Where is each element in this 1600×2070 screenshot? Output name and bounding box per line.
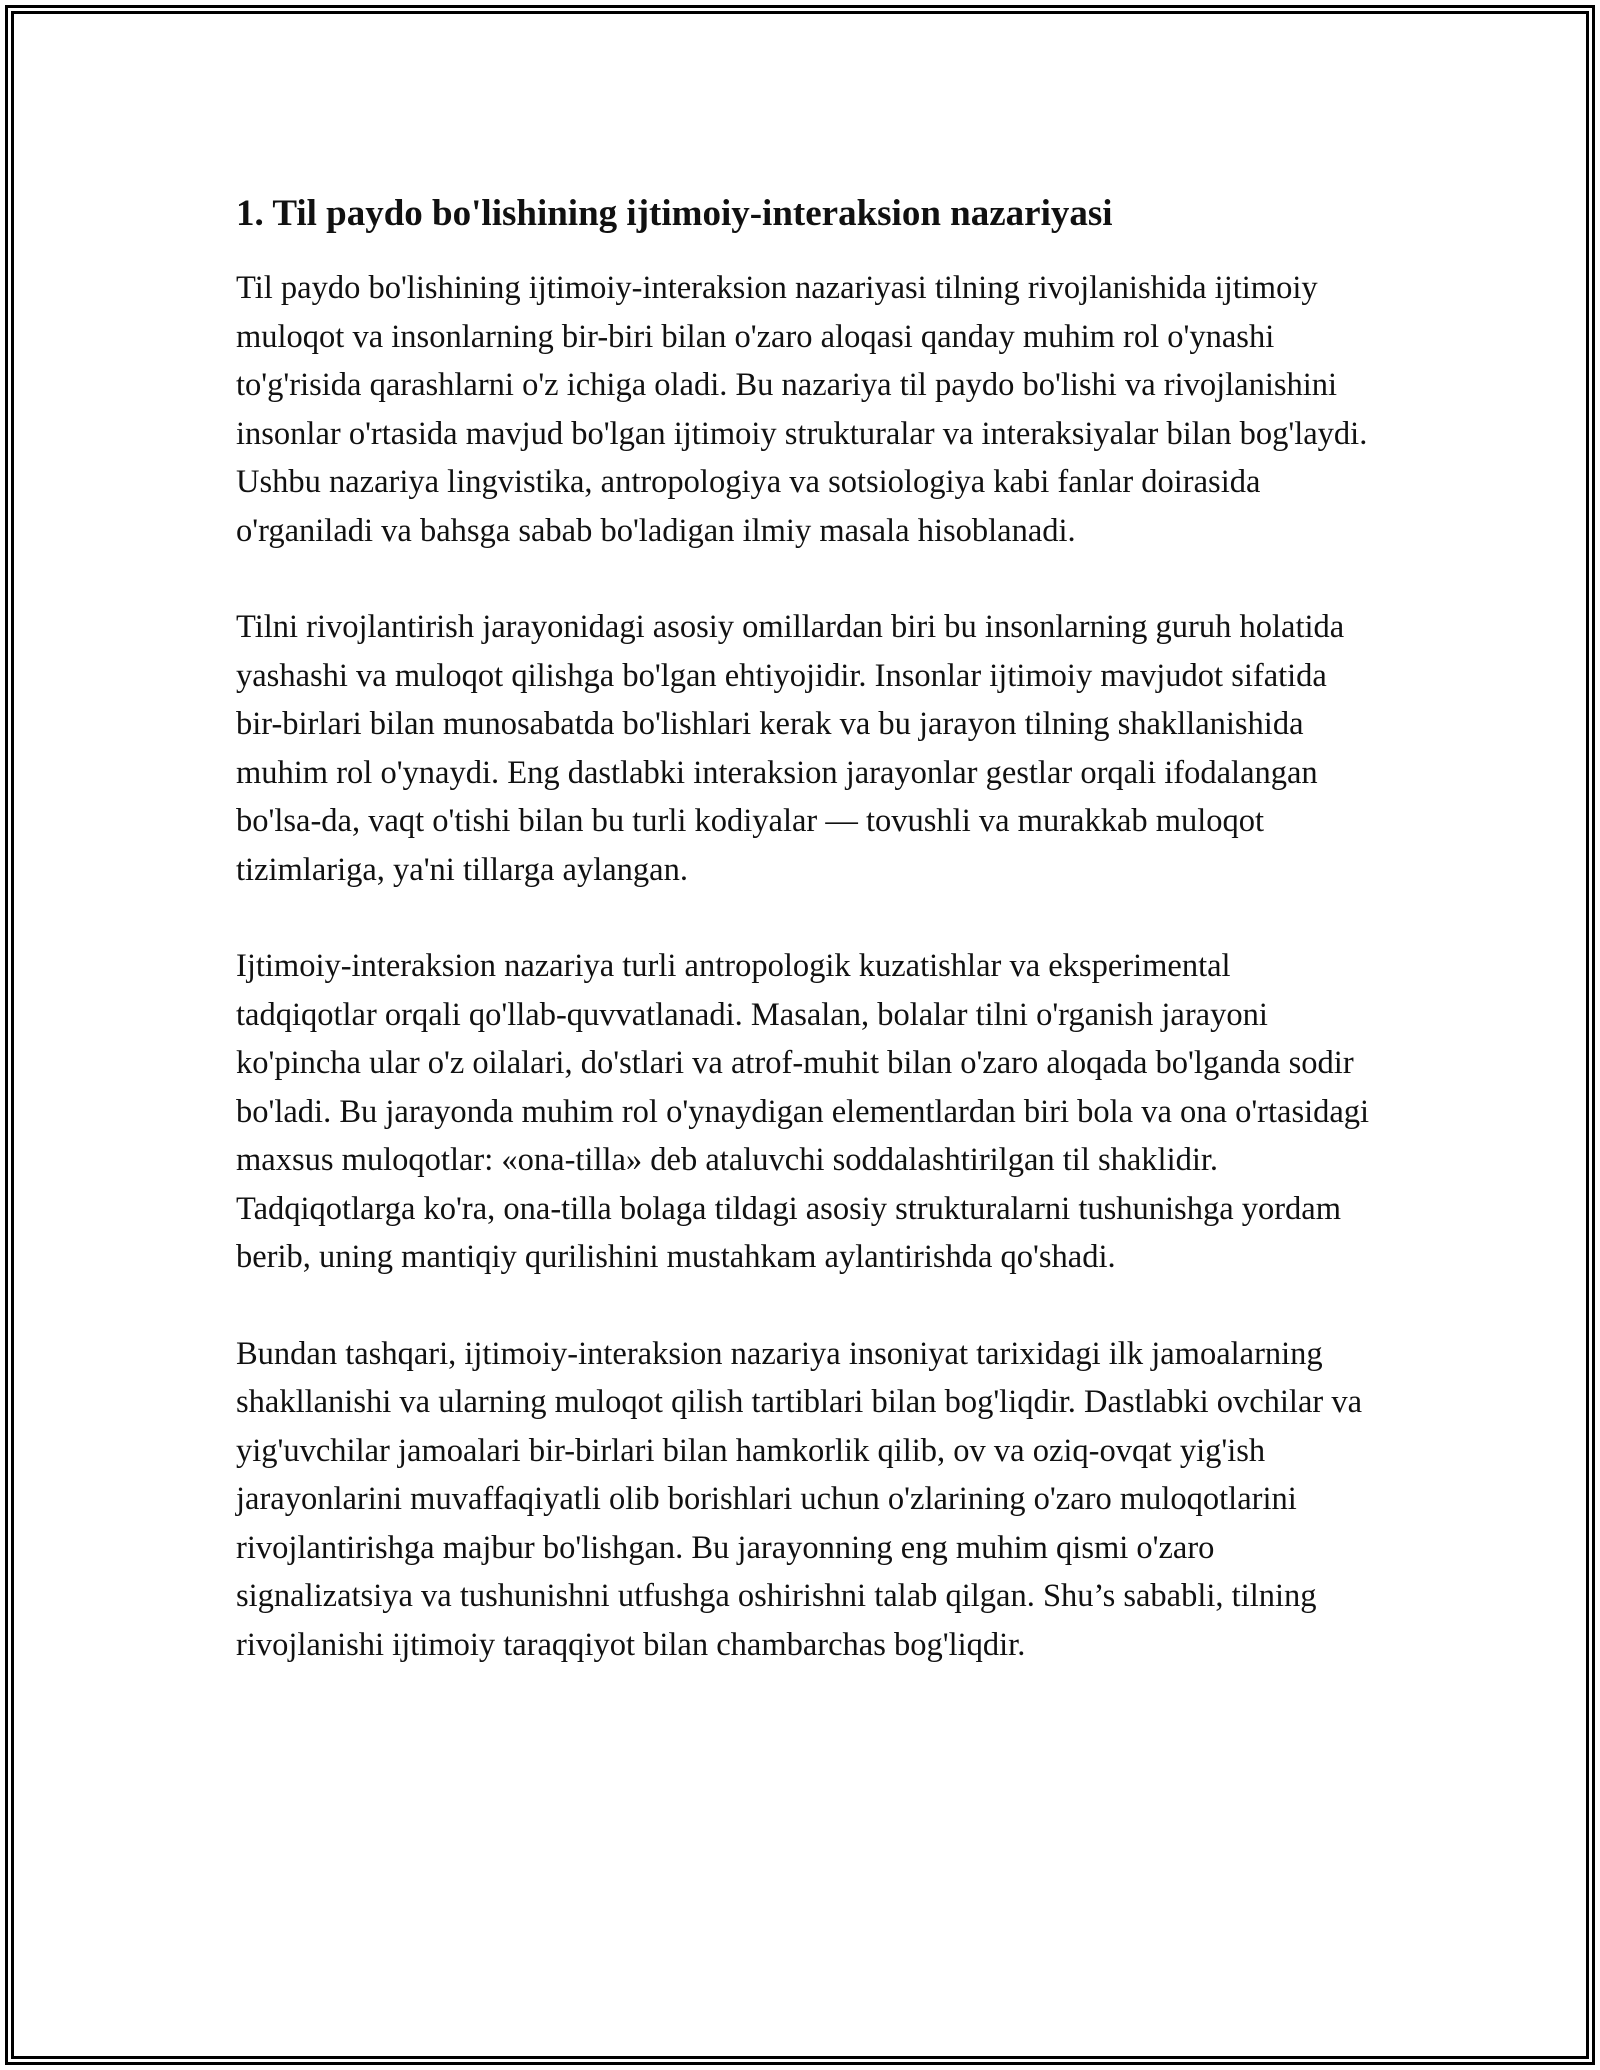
paragraph: Til paydo bo'lishining ijtimoiy-interaksion nazariyasi tilning rivojlanishida ijtimoiy muloqot va insonlarning bir-biri bilan o'zaro aloqasi qanday muhim rol o'ynashi to'g'risida qarashlarni o'z ichiga oladi. Bu nazariya til paydo bo'lishi va rivojlanishini insonlar o'rtasida mavjud bo'lgan ijtimoiy strukturalar va interaksiyalar bilan bog'laydi. Ushbu nazariya lingvistika, antropologiya va sotsiologiya kabi fanlar doirasida o'rganiladi va bahsga sabab bo'ladigan ilmiy masala hisoblanadi. (236, 270, 1368, 549)
paragraph: Tilni rivojlantirish jarayonidagi asosiy omillardan biri bu insonlarning guruh holatida yashashi va muloqot qilishga bo'lgan ehtiyojidir. Insonlar ijtimoiy mavjudot sifatida bir-birlari bilan munosabatda bo'lishlari kerak va bu jarayon tilning shakllanishida muhim rol o'ynaydi. Eng dastlabki interaksion jarayonlar gestlar orqali ifodalangan bo'lsa-da, vaqt o'tishi bilan bu turli kodiyalar — tovushli va murakkab muloqot tizimlariga, ya'ni tillarga aylangan. (236, 609, 1345, 888)
paragraph: Ijtimoiy-interaksion nazariya turli antropologik kuzatishlar va eksperimental tadqiqotlar orqali qo'llab-quvvatlanadi. Masalan, bolalar tilni o'rganish jarayoni ko'pincha ular o'z oilalari, do'stlari va atrof-muhit bilan o'zaro aloqada bo'lganda sodir bo'ladi. Bu jarayonda muhim rol o'ynaydigan elementlardan biri bola va ona o'rtasidagi maxsus muloqotlar: «ona-tilla» deb ataluvchi soddalashtirilgan til shaklidir. Tadqiqotlarga ko'ra, ona-tilla bolaga tildagi asosiy strukturalarni tushunishga yordam berib, uning mantiqiy qurilishini mustahkam aylantirishda qo'shadi. (236, 948, 1370, 1275)
document-body (236, 186, 1371, 1669)
section-title: 1. Til paydo bo'lishining ijtimoiy-interaksion nazariyasi (236, 193, 1113, 234)
paragraph: Bundan tashqari, ijtimoiy-interaksion nazariya insoniyat tarixidagi ilk jamoalarning shakllanishi va ularning muloqot qilish tartiblari bilan bog'liqdir. Dastlabki ovchilar va yig'uvchilar jamoalari bir-birlari bilan hamkorlik qilib, ov va oziq-ovqat yig'ish jarayonlarini muvaffaqiyatli olib borishlari uchun o'zlarining o'zaro muloqotlarini rivojlantirishga majbur bo'lishgan. Bu jarayonning eng muhim qismi o'zaro signalizatsiya va tushunishni utfushga oshirishni talab qilgan. Shu’s sababli, tilning rivojlanishi ijtimoiy taraqqiyot bilan chambarchas bog'liqdir. (236, 1335, 1363, 1663)
